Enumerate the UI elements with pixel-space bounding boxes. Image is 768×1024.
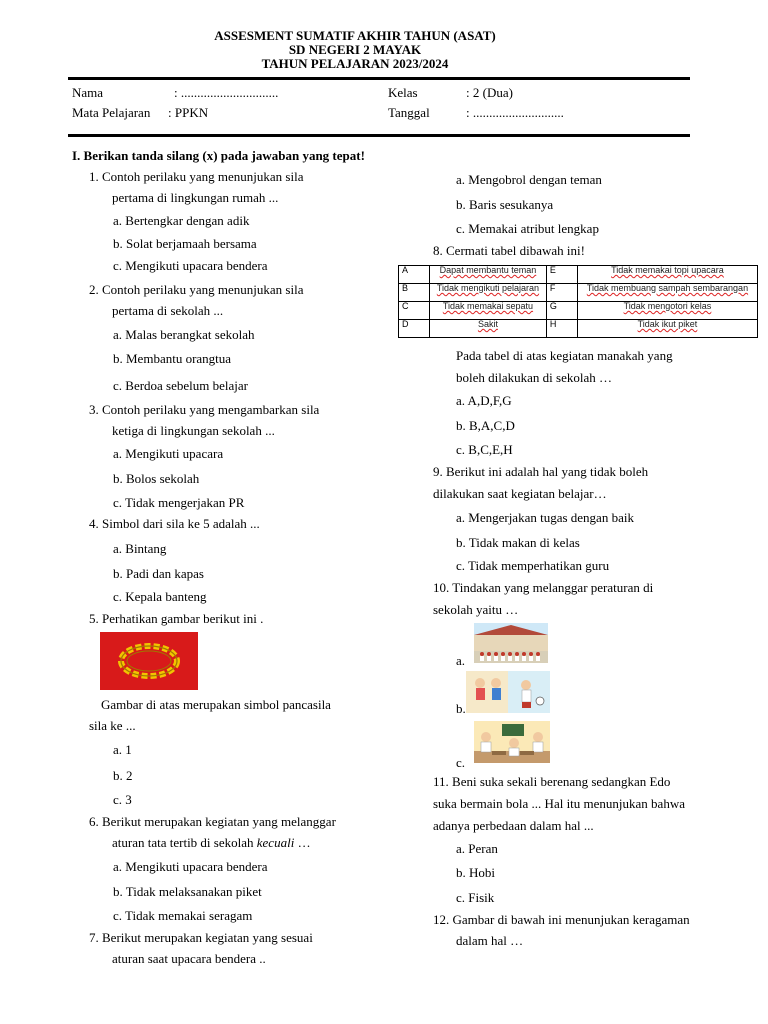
q8-option-b[interactable]: b. B,A,C,D <box>456 418 515 433</box>
nama-label: Nama <box>72 85 104 100</box>
q8-line2: Pada tabel di atas kegiatan manakah yang <box>456 348 673 363</box>
q1-option-a[interactable]: a. Bertengkar dengan adik <box>113 213 250 228</box>
tanggal-value: : ............................ <box>466 105 564 120</box>
table-value: Tidak mengotori kelas <box>577 302 757 320</box>
q5-option-b[interactable]: b. 2 <box>113 768 133 783</box>
q6-option-c[interactable]: c. Tidak memakai seragam <box>113 908 253 923</box>
q11-option-a[interactable]: a. Peran <box>456 841 498 856</box>
q4-option-a[interactable]: a. Bintang <box>113 541 167 556</box>
table-key: H <box>546 320 577 338</box>
q3-option-b[interactable]: b. Bolos sekolah <box>113 471 200 486</box>
q4-option-c[interactable]: c. Kepala banteng <box>113 589 207 604</box>
table-key: D <box>399 320 430 338</box>
classroom-image <box>474 721 550 763</box>
table-value: Sakit <box>430 320 547 338</box>
q9-option-c[interactable]: c. Tidak memperhatikan guru <box>456 558 610 573</box>
q10-line2: sekolah yaitu … <box>433 602 519 617</box>
q5-line3: sila ke ... <box>89 718 136 733</box>
table-value: Tidak membuang sampah sembarangan <box>577 284 757 302</box>
kids-playing-image <box>466 671 550 713</box>
q4-line1: 4. Simbol dari sila ke 5 adalah ... <box>89 516 260 531</box>
table-key: F <box>546 284 577 302</box>
mapel-label: Mata Pelajaran <box>72 105 151 120</box>
q6-option-a[interactable]: a. Mengikuti upacara bendera <box>113 859 268 874</box>
school-ceremony-image <box>474 623 548 663</box>
q1-line2: pertama di lingkungan rumah ... <box>112 190 279 205</box>
q8-line3: boleh dilakukan di sekolah … <box>456 370 612 385</box>
q3-line2: ketiga di lingkungan sekolah ... <box>112 423 275 438</box>
q6-line2-text: aturan tata tertib di sekolah <box>112 835 257 850</box>
q5-line2: Gambar di atas merupakan simbol pancasila <box>101 697 331 712</box>
q7-line2: aturan saat upacara bendera .. <box>112 951 266 966</box>
table-row <box>399 266 758 284</box>
q11-line2: suka bermain bola ... Hal itu menunjukan bahwa <box>433 796 685 811</box>
header-divider-top <box>68 77 690 80</box>
header-school: SD NEGERI 2 MAYAK <box>288 42 422 57</box>
q11-line3: adanya perbedaan dalam hal ... <box>433 818 594 833</box>
mapel-value: : PPKN <box>168 105 209 120</box>
q2-line2: pertama di sekolah ... <box>112 303 224 318</box>
q3-line1: 3. Contoh perilaku yang mengambarkan sila <box>89 402 320 417</box>
q10-line1: 10. Tindakan yang melanggar peraturan di <box>433 580 654 595</box>
q2-option-b[interactable]: b. Membantu orangtua <box>113 351 232 366</box>
kelas-label: Kelas <box>388 85 418 100</box>
table-row <box>399 320 758 338</box>
q1-line1: 1. Contoh perilaku yang menunjukan sila <box>89 169 304 184</box>
q2-line1: 2. Contoh perilaku yang menunjukan sila <box>89 282 304 297</box>
q8-option-a[interactable]: a. A,D,F,G <box>456 393 512 408</box>
q5-line1: 5. Perhatikan gambar berikut ini . <box>89 611 264 626</box>
q6-line1: 6. Berikut merupakan kegiatan yang melanggar <box>89 814 336 829</box>
q7-option-a[interactable]: a. Mengobrol dengan teman <box>456 172 602 187</box>
q7-option-b[interactable]: b. Baris sesukanya <box>456 197 554 212</box>
tanggal-label: Tanggal <box>388 105 430 120</box>
q12-line2: dalam hal … <box>456 933 524 948</box>
q7-line1: 7. Berikut merupakan kegiatan yang sesuai <box>89 930 313 945</box>
q3-option-c[interactable]: c. Tidak mengerjakan PR <box>113 495 245 510</box>
table-value: Tidak mengikuti pelajaran <box>430 284 547 302</box>
kelas-value: : 2 (Dua) <box>466 85 513 100</box>
q10-option-c[interactable]: c. <box>456 755 466 770</box>
q4-option-b[interactable]: b. Padi dan kapas <box>113 566 204 581</box>
table-row <box>399 302 758 320</box>
header-year: TAHUN PELAJARAN 2023/2024 <box>261 56 449 71</box>
table-value: Tidak ikut piket <box>577 320 757 338</box>
activity-table <box>398 265 758 338</box>
q9-option-b[interactable]: b. Tidak makan di kelas <box>456 535 580 550</box>
q5-option-c[interactable]: c. 3 <box>113 792 132 807</box>
q11-line1: 11. Beni suka sekali berenang sedangkan Edo <box>433 774 671 789</box>
q8-option-c[interactable]: c. B,C,E,H <box>456 442 513 457</box>
chain-symbol-image <box>100 632 198 690</box>
table-value: Dapat membantu teman <box>430 266 547 284</box>
q7-option-c[interactable]: c. Memakai atribut lengkap <box>456 221 599 236</box>
q9-line2: dilakukan saat kegiatan belajar… <box>433 486 607 501</box>
q2-option-a[interactable]: a. Malas berangkat sekolah <box>113 327 255 342</box>
table-key: A <box>399 266 430 284</box>
q6-line2 <box>112 835 311 851</box>
table-value: Tidak memakai sepatu <box>430 302 547 320</box>
q9-option-a[interactable]: a. Mengerjakan tugas dengan baik <box>456 510 634 525</box>
q6-line2-ellipsis: … <box>294 835 311 850</box>
q3-option-a[interactable]: a. Mengikuti upacara <box>113 446 224 461</box>
q9-line1: 9. Berikut ini adalah hal yang tidak boleh <box>433 464 649 479</box>
q6-option-b[interactable]: b. Tidak melaksanakan piket <box>113 884 262 899</box>
q2-option-c[interactable]: c. Berdoa sebelum belajar <box>113 378 248 393</box>
header-divider-bottom <box>68 134 690 137</box>
section-instruction: I. Berikan tanda silang (x) pada jawaban yang tepat! <box>72 148 365 163</box>
table-key: G <box>546 302 577 320</box>
table-key: E <box>546 266 577 284</box>
q6-line2-emphasis: kecuali <box>256 835 295 850</box>
table-row <box>399 284 758 302</box>
q5-option-a[interactable]: a. 1 <box>113 742 132 757</box>
q8-line1: 8. Cermati tabel dibawah ini! <box>433 243 585 258</box>
q11-option-c[interactable]: c. Fisik <box>456 890 495 905</box>
table-key: C <box>399 302 430 320</box>
table-value: Tidak memakai topi upacara <box>577 266 757 284</box>
table-key: B <box>399 284 430 302</box>
q11-option-b[interactable]: b. Hobi <box>456 865 495 880</box>
nama-value: : .............................. <box>174 85 279 100</box>
q10-option-b[interactable]: b. <box>456 701 466 716</box>
q10-option-a[interactable]: a. <box>456 653 466 668</box>
q1-option-b[interactable]: b. Solat berjamaah bersama <box>113 236 257 251</box>
q12-line1: 12. Gambar di bawah ini menunjukan keragaman <box>433 912 690 927</box>
header-title: ASSESMENT SUMATIF AKHIR TAHUN (ASAT) <box>214 28 496 43</box>
q1-option-c[interactable]: c. Mengikuti upacara bendera <box>113 258 268 273</box>
